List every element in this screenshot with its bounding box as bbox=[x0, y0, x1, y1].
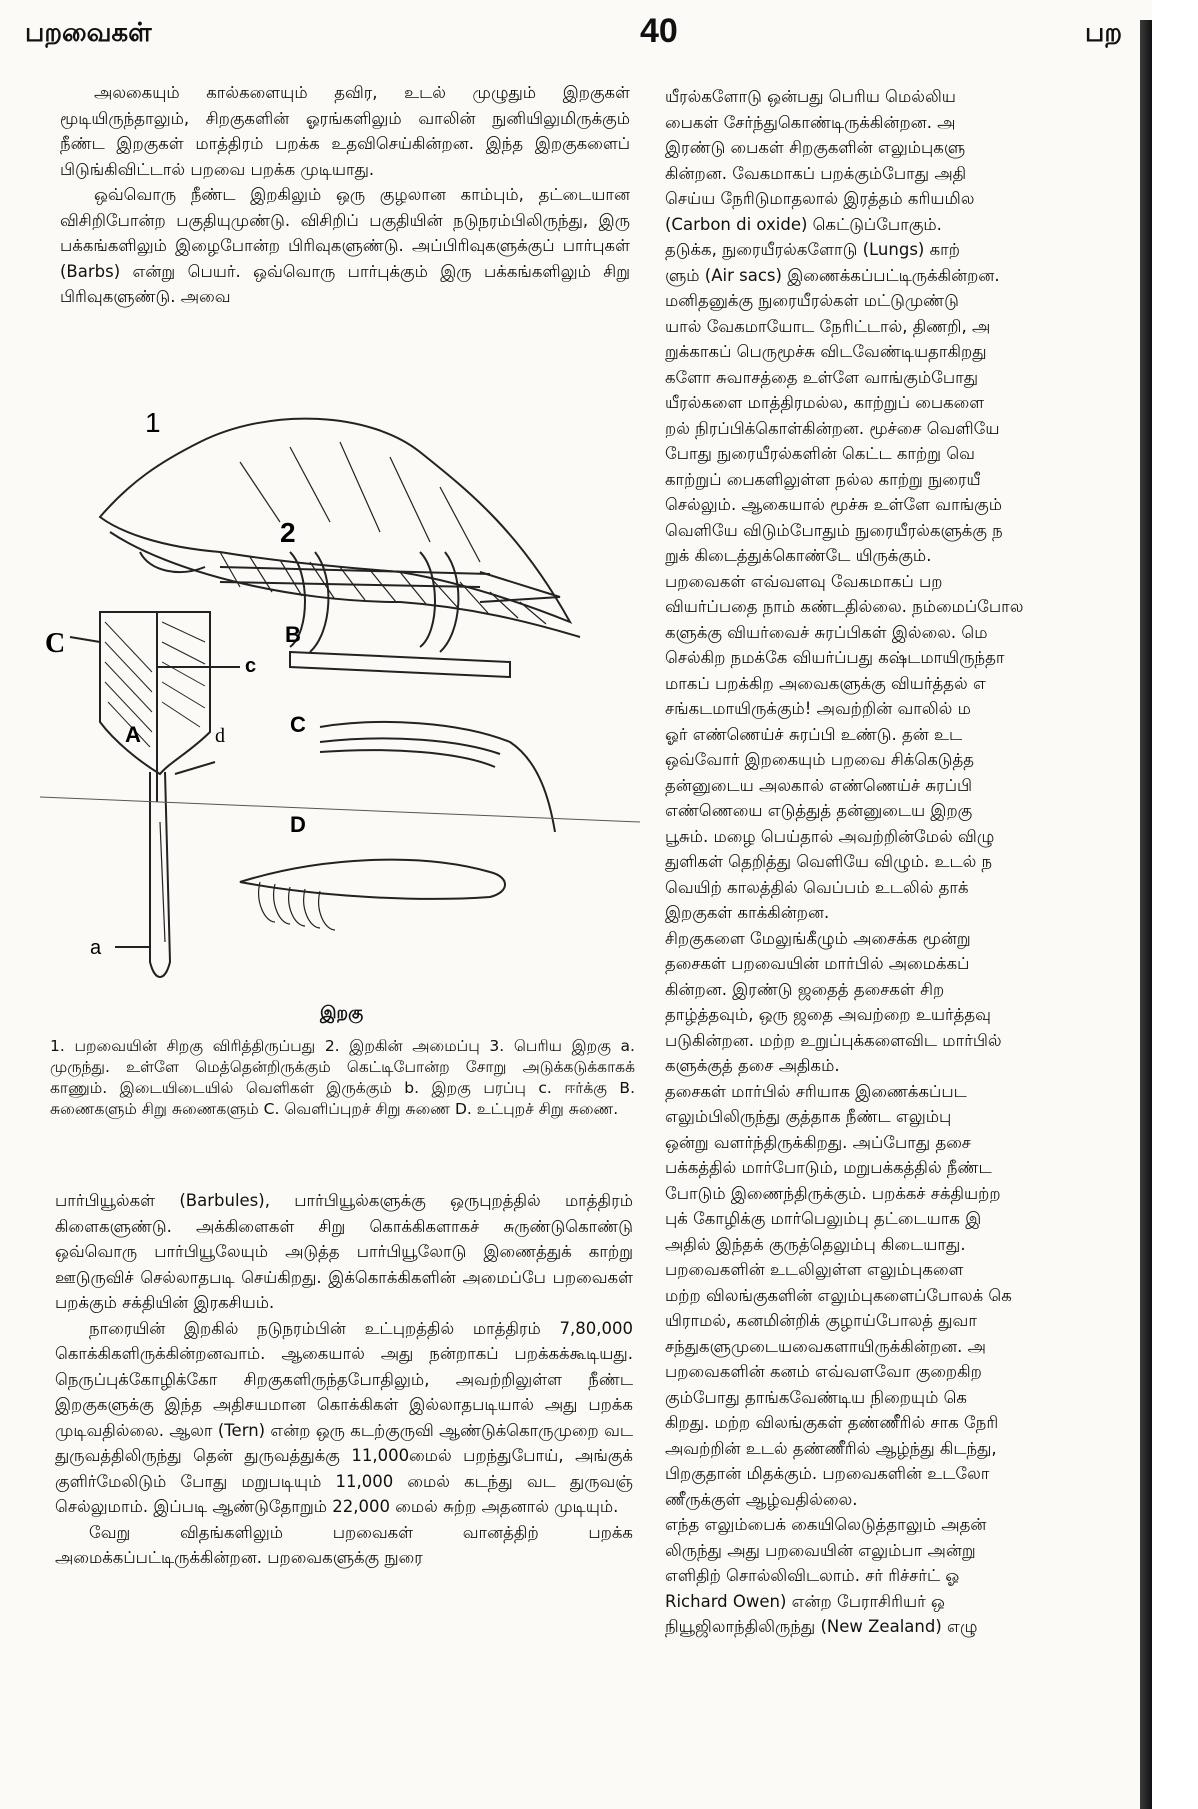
running-head-right: பற bbox=[1085, 18, 1123, 48]
right-column-line: ணீருக்குள் ஆழ்வதில்லை. bbox=[665, 1489, 858, 1509]
right-column-line: செய்ய நேரிடுமாதலால் இரத்தம் கரியமில bbox=[665, 189, 975, 208]
figure-label-C-outer: C bbox=[45, 628, 66, 659]
right-column-line: களுக்குத் தசை அதிகம். bbox=[665, 1056, 840, 1075]
right-column-line: மற்ற விலங்குகளின் எலும்புகளைப்போலக் கெ bbox=[665, 1285, 1012, 1305]
right-column-line: றுக்காகப் பெருமூச்சு விடவேண்டியதாகிறது bbox=[665, 342, 987, 361]
paragraph: நாரையின் இறகில் நடுநரம்பின் உட்புறத்தில் மாத்திரம் 7,80,000 கொக்கிகளிருக்கின்றனவாம். ஆகையால் அது நன்றாகப் பறக்கக்கூடியது. நெருப்புக்கோழிக்கோ சிறகுகளிருந்தபோதிலும், அவற்றிலுள்ள நீண்ட இறகுகளுக்கு இந்த அதிசயமான கொக்கிகள் இல்லாதபடியால் அது பறக்க முடிவதில்லை. ஆலா (Tern) என்ற ஒரு கடற்குருவி ஆண்டுக்கொருமுறை வட துருவத்திலிருந்து தென் துருவத்துக்கு 11,000மைல் பறந்துபோய், அங்குக் குளிர்மேலிடும் போது மறுபடியும் 11,000 மைல் கடந்து வட துருவஞ் செல்லுமாம். இப்படி ஆண்டுதோறும் 22,000 மைல் சுற்ற அதனால் முடியும். bbox=[55, 1318, 633, 1516]
right-column-line: நியூஜிலாந்திலிருந்து (New Zealand) எழு bbox=[665, 1617, 978, 1636]
barbs-drawing bbox=[220, 552, 560, 677]
left-column-upper bbox=[60, 80, 630, 310]
right-column-line: றுக் கிடைத்துக்கொண்டே யிருக்கும். bbox=[665, 546, 932, 565]
right-column bbox=[665, 84, 1190, 1640]
figure-label-1: 1 bbox=[145, 407, 161, 438]
right-column-line: பைகள் சேர்ந்துகொண்டிருக்கின்றன. அ bbox=[665, 112, 956, 132]
right-column-line: இரண்டு பைகள் சிறகுகளின் எலும்புகளு bbox=[665, 138, 966, 157]
right-column-line: தடுக்க, நுரையீரல்களோடு (Lungs) காற் bbox=[665, 240, 961, 259]
figure-label-C: C bbox=[290, 712, 306, 737]
right-column-line: பறவைகள் எவ்வளவு வேகமாகப் பற bbox=[665, 571, 943, 591]
right-column-line: தாழ்த்தவும், ஒரு ஜதை அவற்றை உயர்த்தவு bbox=[665, 1005, 991, 1024]
page-edge-shadow bbox=[1140, 20, 1152, 1809]
right-column-line: செல்லும். ஆகையால் மூச்சு உள்ளே வாங்கும் bbox=[665, 495, 1003, 514]
right-column-line: புக் கோழிக்கு மார்பெலும்பு தட்டையாக இ bbox=[665, 1209, 982, 1228]
right-column-line: மாகப் பறக்கிற அவைகளுக்கு வியர்த்தல் எ bbox=[665, 673, 986, 693]
left-column-lower bbox=[55, 1188, 633, 1571]
figure-label-B: B bbox=[285, 622, 301, 647]
figure-label-c: c bbox=[245, 655, 257, 677]
right-column-line: பிறகுதான் மிதக்கும். பறவைகளின் உடலோ bbox=[665, 1464, 990, 1483]
running-head-left: பறவைகள் bbox=[25, 18, 152, 48]
right-column-line: ஒவ்வோர் இறகையும் பறவை சிக்கெடுத்த bbox=[665, 750, 974, 769]
right-column-line: சங்கடமாயிருக்கும்! அவற்றின் வாலில் ம bbox=[665, 699, 971, 718]
right-column-line: சிறகுகளை மேலுங்கீழும் அசைக்க மூன்று bbox=[665, 928, 971, 948]
right-column-line: போது நுரையீரல்களின் கெட்ட காற்று வெ bbox=[665, 444, 975, 463]
figure-label-2: 2 bbox=[280, 517, 296, 548]
right-column-line: எலும்பிலிருந்து குத்தாக நீண்ட எலும்பு bbox=[665, 1107, 952, 1126]
right-column-line: இறகுகள் காக்கின்றன. bbox=[665, 903, 830, 922]
figure-label-A: A bbox=[125, 722, 141, 747]
figure-caption: 1. பறவையின் சிறகு விரித்திருப்பது 2. இறகின் அமைப்பு 3. பெரிய இறகு a. முருந்து. உள்ளே மெத்தென்றிருக்கும் கெட்டிபோன்ற சோறு அடுக்கடுக்காகக் காணும். இடையிடையில் வெளிகள் இருக்கும் b. இறகு பரப்பு c. ஈர்க்கு B. சுணைகளும் சிறு சுணைகளும் C. வெளிப்புறச் சிறு சுணை D. உட்புறச் சிறு சுணை. bbox=[50, 1037, 635, 1118]
right-column-line: வெயிற் காலத்தில் வெப்பம் உடலில் தாக் bbox=[665, 877, 969, 897]
right-column-line: களுக்கு வியர்வைச் சுரப்பிகள் இல்லை. மெ bbox=[665, 622, 988, 642]
right-column-line: வெளியே விடும்போதும் நுரையீரல்களுக்கு ந bbox=[665, 520, 1003, 540]
right-column-line: ளும் (Air sacs) இணைக்கப்பட்டிருக்கின்றன. bbox=[665, 265, 1000, 285]
right-column-line: மனிதனுக்கு நுரையீரல்கள் மட்டுமுண்டு bbox=[665, 291, 959, 310]
right-column-line: பறவைகளின் கனம் எவ்வளவோ குறைகிற bbox=[665, 1362, 982, 1381]
right-column-line: தசைகள் மார்பில் சரியாக இணைக்கப்பட bbox=[665, 1081, 967, 1101]
right-column-line: கின்றன. வேகமாகப் பறக்கும்போது அதி bbox=[665, 163, 967, 183]
wing-drawing bbox=[100, 419, 580, 637]
feather-illustration bbox=[40, 402, 640, 1002]
figure-label-d: d bbox=[215, 725, 225, 747]
paragraph: ஒவ்வொரு நீண்ட இறகிலும் ஒரு குழலான காம்பும், தட்டையான விசிறிபோன்ற பகுதியுமுண்டு. விசிறிப் பகுதியின் நடுநரம்பிலிருந்து, இரு பக்கங்களிலும் இழைபோன்ற பிரிவுகளுண்டு. அப்பிரிவுகளுக்குப் பார்புகள் (Barbs) என்று பெயர். ஒவ்வொரு பார்புக்கும் இரு பக்கங்களிலும் சிறு பிரிவுகளுண்டு. அவை bbox=[60, 185, 630, 306]
right-column-line: கும்போது தாங்கவேண்டிய நிறையும் கெ bbox=[665, 1387, 967, 1407]
right-column-line: துளிகள் தெறித்து வெளியே விழும். உடல் ந bbox=[665, 852, 993, 871]
right-column-line: யீரல்களோடு ஒன்பது பெரிய மெல்லிய bbox=[665, 87, 956, 106]
right-column-line: எந்த எலும்பைக் கையிலெடுத்தாலும் அதன் bbox=[665, 1515, 987, 1534]
right-column-line: பறவைகளின் உடலிலுள்ள எலும்புகளை bbox=[665, 1260, 964, 1279]
right-column-line: ஓர் எண்ணெய்ச் சுரப்பி உண்டு. தன் உட bbox=[665, 724, 963, 744]
right-column-line: எண்ணெயை எடுத்துத் தன்னுடைய இறகு bbox=[665, 801, 973, 820]
right-column-line: வியர்ப்பதை நாம் கண்டதில்லை. நம்மைப்போல bbox=[665, 597, 1024, 616]
right-column-line: ஒன்று வளர்ந்திருக்கிறது. அப்போது தசை bbox=[665, 1132, 971, 1152]
right-column-line: றல் நிரப்பிக்கொள்கின்றன. மூச்சை வெளியே bbox=[665, 418, 1000, 438]
paragraph: பார்பியூல்கள் (Barbules), பார்பியூல்களுக்கு ஒருபுறத்தில் மாத்திரம் கிளைகளுண்டு. அக்கிளைகள் சிறு கொக்கிகளாகச் சுருண்டுகொண்டு ஒவ்வொரு பார்பியூலேயும் அடுத்த பார்பியூலோடு இணைத்துக் காற்று ஊடுருவிச் செல்லாதபடி செய்கிறது. இக்கொக்கிகளின் அமைப்பே பறவைகள் பறக்கும் சக்தியின் இரகசியம். bbox=[55, 1191, 633, 1312]
figure-title: இறகு bbox=[320, 1003, 364, 1023]
right-column-line: கின்றன. இரண்டு ஜதைத் தசைகள் சிற bbox=[665, 979, 945, 999]
right-column-line: படுகின்றன. மற்ற உறுப்புக்களைவிட மார்பில் bbox=[665, 1030, 1002, 1050]
right-column-line: யீரல்களை மாத்திரமல்ல, காற்றுப் பைகளை bbox=[665, 393, 985, 412]
barbules-drawing bbox=[240, 722, 555, 930]
figure-label-a: a bbox=[90, 937, 102, 959]
right-column-line: களோ சுவாசத்தை உள்ளே வாங்கும்போது bbox=[665, 367, 979, 387]
right-column-line: சந்துகளுமுடையவைகளாயிருக்கின்றன. அ bbox=[665, 1336, 986, 1356]
paragraph: அலகையும் கால்களையும் தவிர, உடல் முழுதும் இறகுகள் மூடியிருந்தாலும், சிறகுகளின் ஓரங்களிலும் வாலின் நுனியிலுமிருக்கும் நீண்ட இறகுகள் மாத்திரம் பறக்க உதவிசெய்கின்றன. இந்த இறகுகளைப் பிடுங்கிவிட்டால் பறவை பறக்க முடியாது. bbox=[60, 83, 630, 179]
right-column-line: கிறது. மற்ற விலங்குகள் தண்ணீரில் சாக நேரி bbox=[665, 1413, 999, 1432]
right-column-line: Richard Owen) என்ற பேராசிரியர் ஒ bbox=[665, 1591, 945, 1611]
right-column-line: எளிதிற் சொல்லிவிடலாம். சர் ரிச்சர்ட் ஓ bbox=[665, 1566, 960, 1585]
right-column-line: அவற்றின் உடல் தண்ணீரில் ஆழ்ந்து கிடந்து, bbox=[665, 1438, 997, 1458]
page-number: 40 bbox=[640, 12, 678, 50]
right-column-line: யால் வேகமாயோட நேரிட்டால், திணறி, அ bbox=[665, 316, 991, 336]
right-column-line: தன்னுடைய அலகால் எண்ணெய்ச் சுரப்பி bbox=[665, 775, 973, 795]
figure-label-D: D bbox=[290, 812, 306, 837]
right-column-line: தசைகள் பறவையின் மார்பில் அமைக்கப் bbox=[665, 954, 970, 973]
right-column-line: அதில் இந்தக் குருத்தெலும்பு கிடையாது. bbox=[665, 1234, 966, 1254]
right-column-line: லிருந்து அது பறவையின் எலும்பா அன்று bbox=[665, 1540, 976, 1560]
right-column-line: காற்றுப் பைகளிலுள்ள நல்ல காற்று நுரையீ bbox=[665, 469, 981, 489]
right-column-line: பக்கத்தில் மார்போடும், மறுபக்கத்தில் நீண்ட bbox=[665, 1158, 992, 1177]
paragraph: வேறு விதங்களிலும் பறவைகள் வானத்திற் பறக்க அமைக்கப்பட்டிருக்கின்றன. பறவைகளுக்கு நுரை bbox=[55, 1522, 633, 1567]
large-feather-drawing bbox=[70, 612, 240, 977]
page-margin bbox=[1152, 0, 1198, 1809]
right-column-line: செல்கிற நமக்கே வியர்ப்பது கஷ்டமாயிருந்தா bbox=[665, 648, 1005, 667]
right-column-line: (Carbon di oxide) கெட்டுப்போகும். bbox=[665, 214, 942, 234]
right-column-line: யிராமல், கனமின்றிக் குழாய்போலத் துவா bbox=[665, 1311, 977, 1330]
right-column-line: பூசும். மழை பெய்தால் அவற்றின்மேல் விழு bbox=[665, 826, 995, 846]
right-column-line: போடும் இணைந்திருக்கும். பறக்கச் சக்தியற்ற bbox=[665, 1183, 1001, 1203]
